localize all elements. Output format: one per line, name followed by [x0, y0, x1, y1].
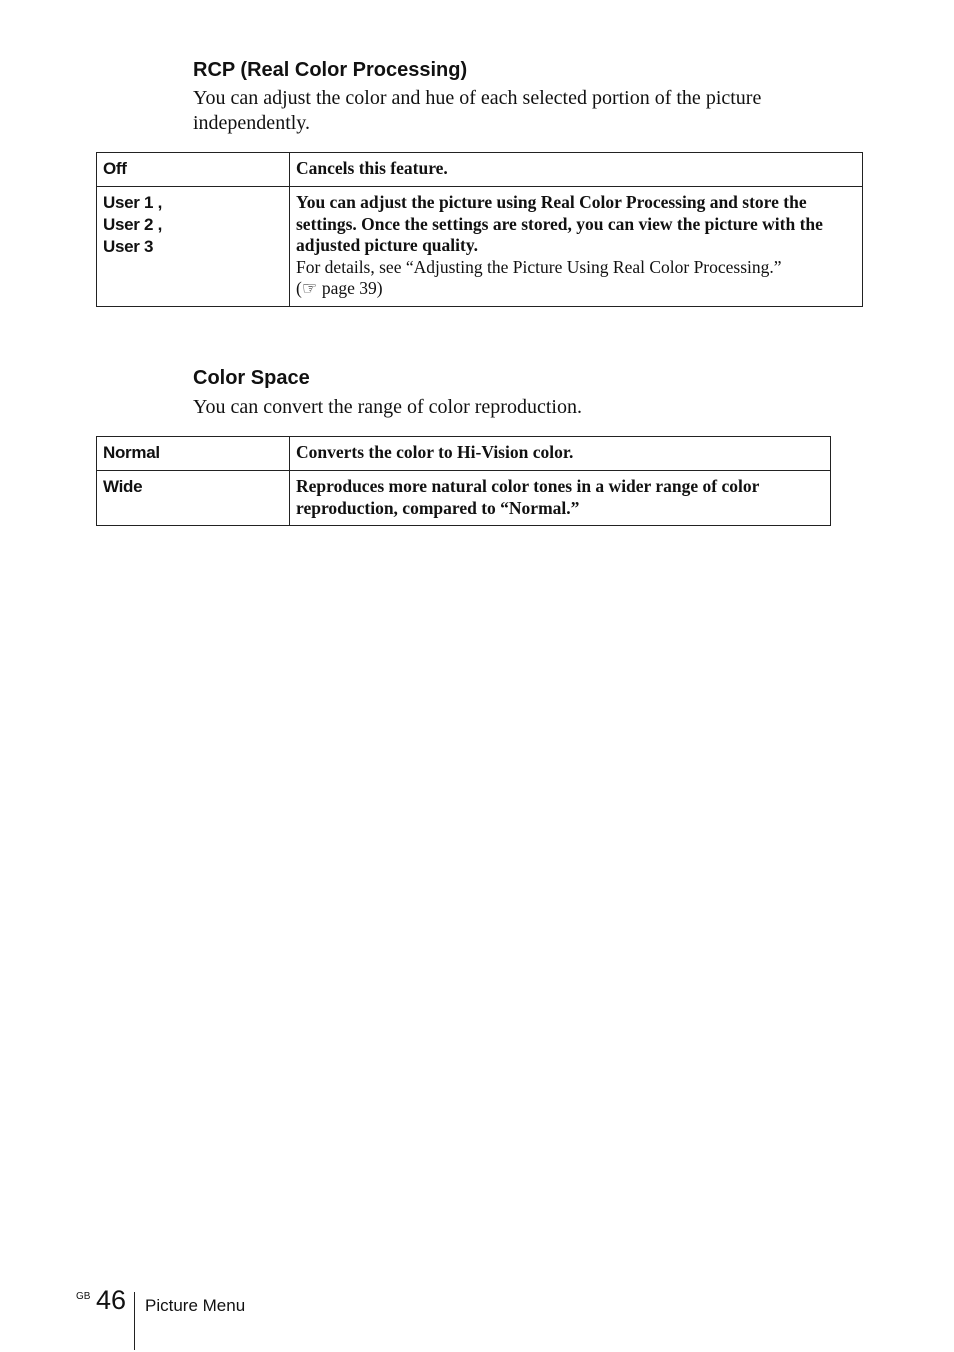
- page-reference: (☞ page 39): [296, 278, 383, 298]
- color-space-description: You can convert the range of color reproduction.: [193, 396, 582, 418]
- option-key-line: Wide: [103, 477, 143, 496]
- option-description-bold: Reproduces more natural color tones in a wider range of color reproduction, compared to “Normal.”: [296, 476, 760, 518]
- option-description-bold: Converts the color to Hi-Vision color.: [296, 442, 574, 462]
- option-key-line: User 2 ,: [103, 215, 163, 234]
- option-key-line: User 1 ,: [103, 193, 163, 212]
- color-space-options-table: [96, 436, 831, 526]
- table-row: [97, 471, 831, 526]
- option-key-normal: [97, 437, 290, 471]
- option-key-off: [97, 153, 290, 187]
- option-key-line: User 3: [103, 237, 154, 256]
- option-description: [290, 153, 863, 187]
- option-description-bold: Cancels this feature.: [296, 158, 448, 178]
- footer-divider: [134, 1292, 135, 1350]
- table-row: [97, 153, 863, 187]
- option-key-line: Normal: [103, 443, 160, 462]
- color-space-title: Color Space: [193, 367, 310, 389]
- option-description: [290, 187, 863, 307]
- option-key-line: Off: [103, 159, 127, 178]
- option-key-user: [97, 187, 290, 307]
- region-code: GB: [76, 1291, 91, 1302]
- option-description: [290, 471, 831, 526]
- option-key-wide: [97, 471, 290, 526]
- rcp-options-table: [96, 152, 863, 307]
- table-row: [97, 187, 863, 307]
- option-description: [290, 437, 831, 471]
- page-number: 46: [96, 1285, 127, 1315]
- section-name: Picture Menu: [145, 1296, 246, 1315]
- rcp-title: RCP (Real Color Processing): [193, 59, 468, 81]
- rcp-description: You can adjust the color and hue of each selected portion of the picture independently.: [193, 87, 762, 134]
- table-row: [97, 437, 831, 471]
- option-description-bold: You can adjust the picture using Real Color Processing and store the settings. Once the settings are stored, you can view the picture with the adjusted picture quality.: [296, 192, 823, 255]
- option-description-note: For details, see “Adjusting the Picture Using Real Color Processing.”: [296, 256, 782, 277]
